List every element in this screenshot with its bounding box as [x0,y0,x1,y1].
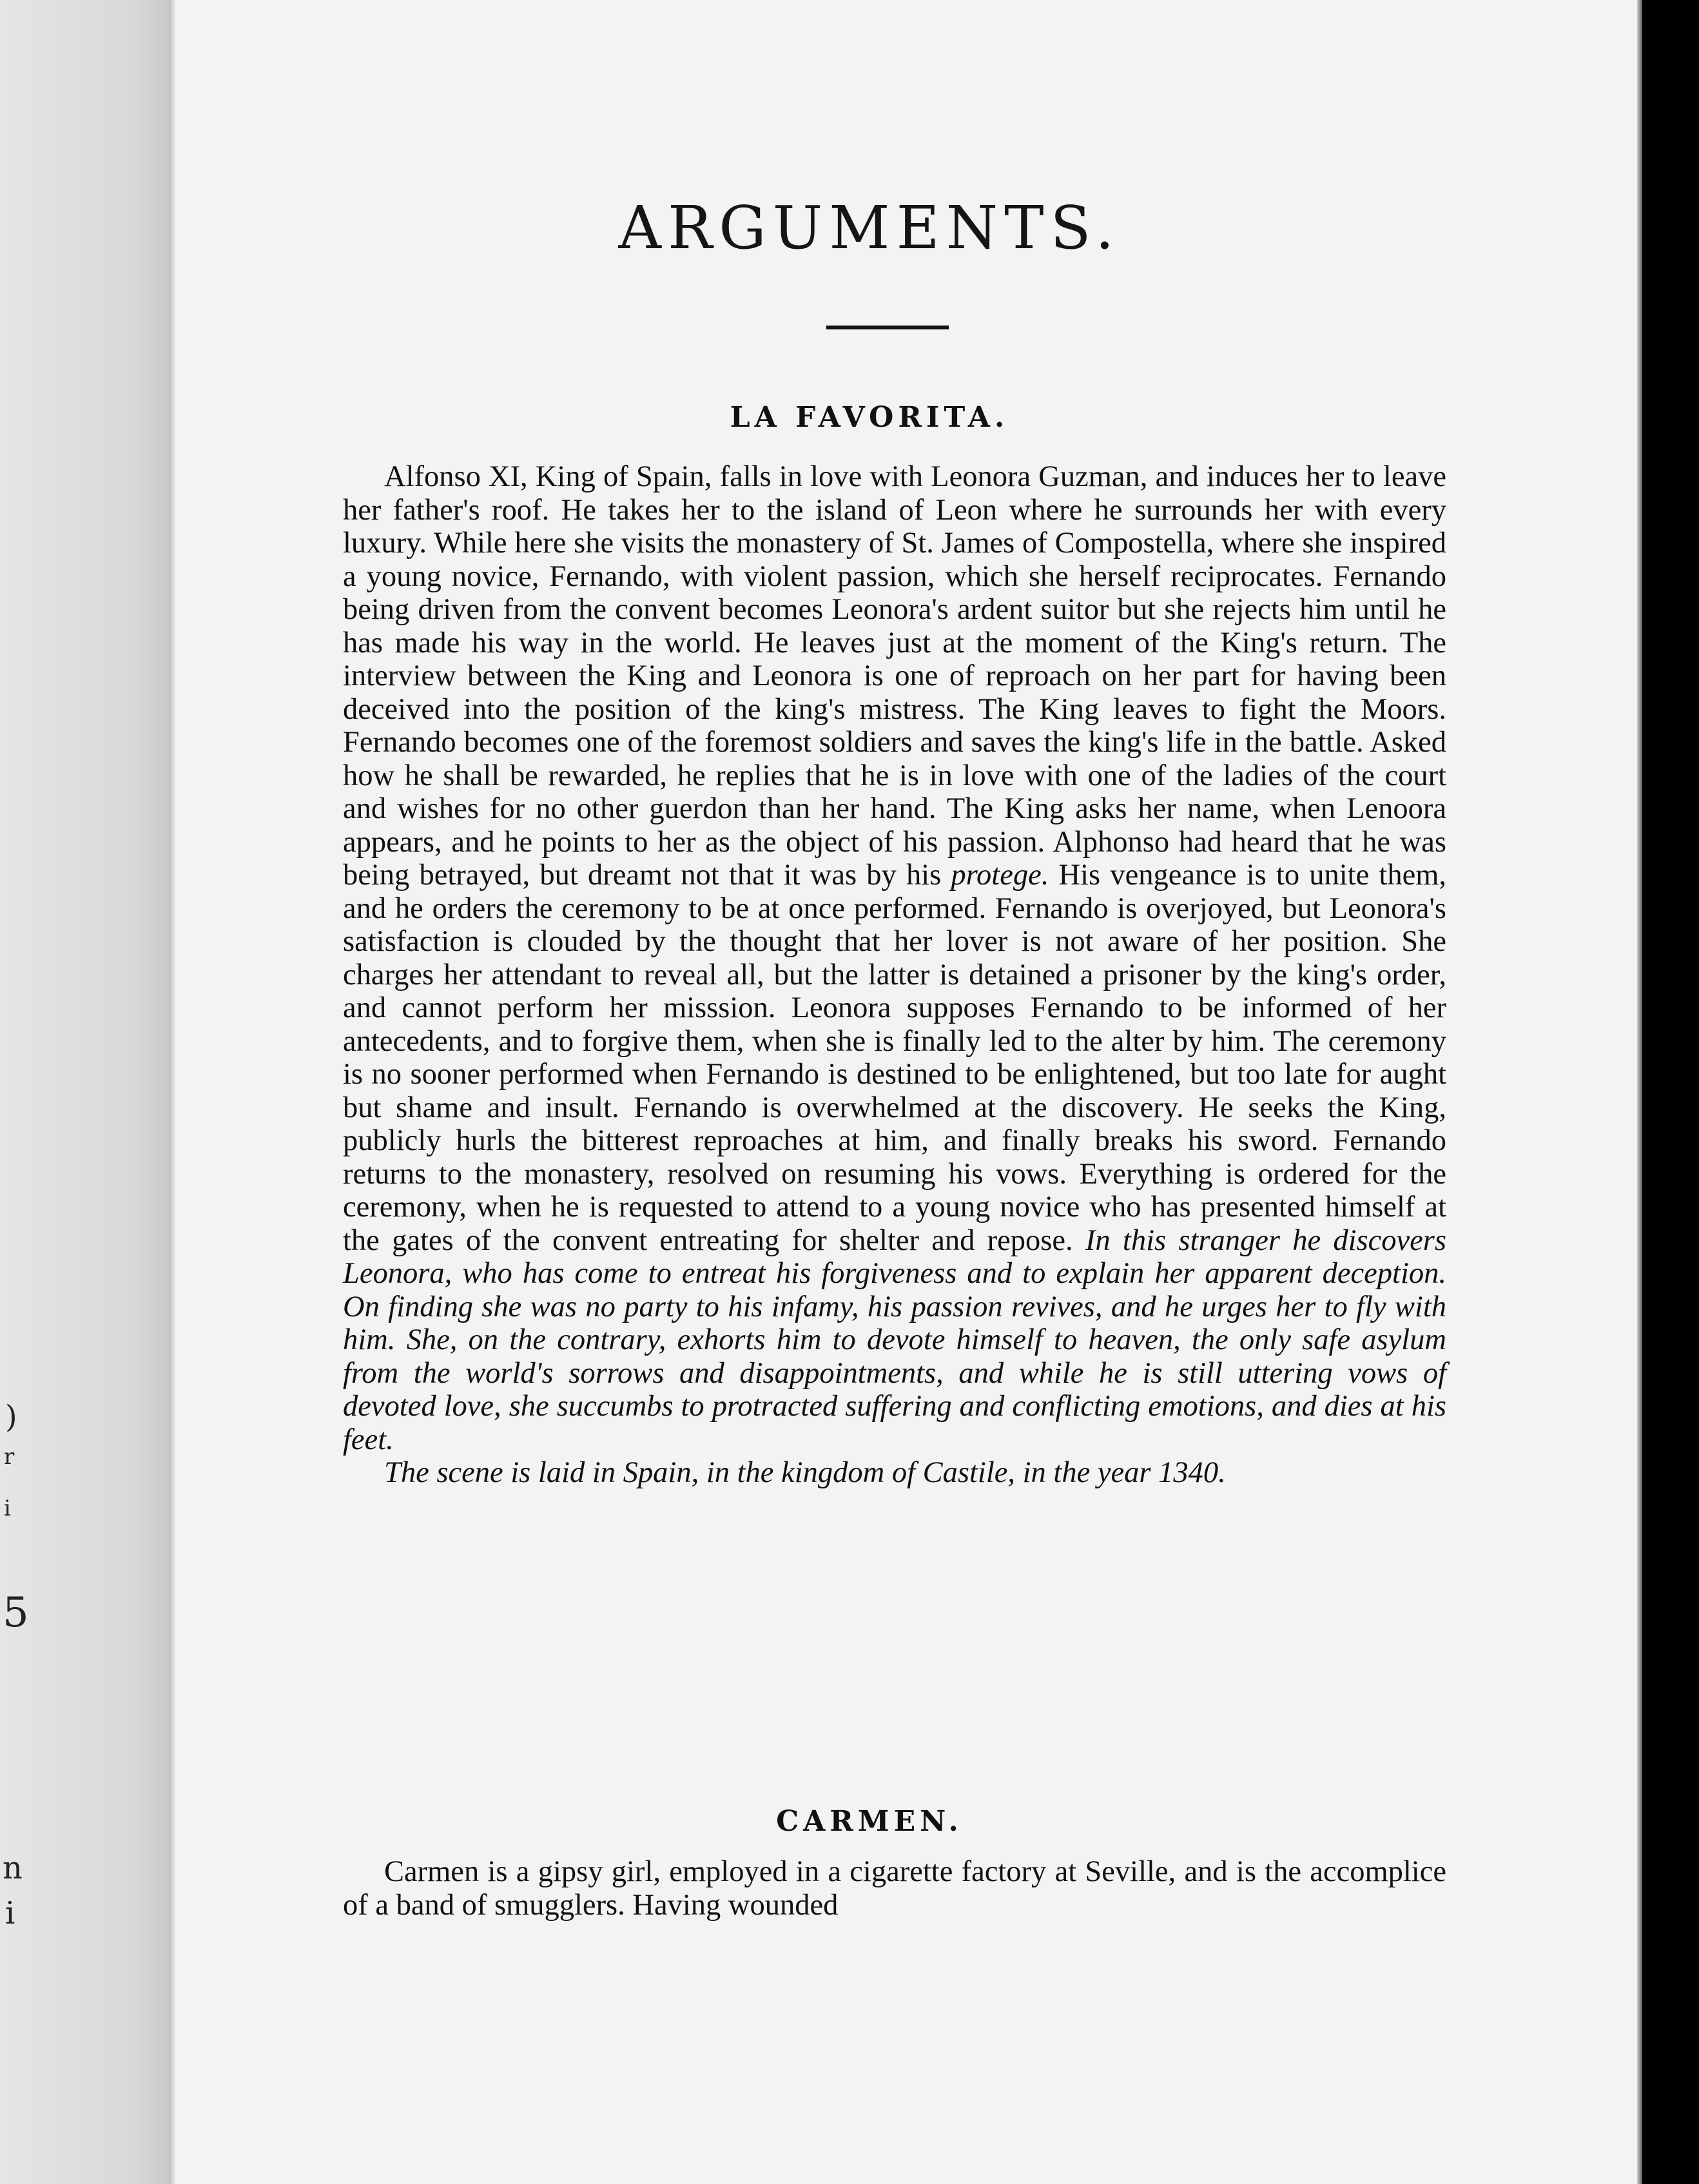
page-gutter [169,0,175,2184]
margin-bleed-char: n [3,1850,23,1886]
paragraph-text: His vengeance is to unite them, and he orders the ceremony to be at once performed. Fernando is overjoyed, but Leonora's satisfaction is clouded by the thought that her lover is not aware of her position. She charges her attendant to reveal all, but the latter is detained a prisoner by the king's order, and cannot perform her misssion. Leonora supposes Fernando to be informed of her antecedents, and to forgive them, when she is finally led to the alter by him. The ceremony is no sooner performed when Fernando is destined to be enlightened, but too late for aught but shame and insult. Fernando is overwhelmed at the discovery. He seeks the King, publicly hurls the bitterest reproaches at him, and finally breaks his sword. Fernando returns to the monastery, resolved on resuming his vows. Everything is ordered for the ceremony, when he is requested to attend to a young novice who has presented himself at the gates of the convent entreating for shelter and repose. [343,859,1447,1257]
page-edge [1637,0,1642,2184]
carmen-argument [343,1855,1446,1922]
margin-bleed-char: i [4,1496,11,1521]
protege-word: protege. [951,859,1049,892]
carmen-paragraph: Carmen is a gipsy girl, employed in a cigarette factory at Seville, and is the accomplice of a band of smugglers. Having wounded [343,1855,1446,1922]
section-heading-carmen: CARMEN. [776,1805,963,1838]
scan-border [1642,0,1699,2184]
margin-bleed-char: 5 [3,1589,29,1637]
italic-ending: In this stranger he discovers Leonora, who has come to entreat his forgiveness and to explain her apparent deception. On finding she was no party to his infamy, his passion revives, and he urges her to fly with him. She, on the contrary, exhorts him to devote himself to heaven, the only safe asylum from the world's sorrows and disappointments, and while he is still uttering vows of devoted love, she succumbs to protracted suffering and conflicting emotions, and dies at his feet. [343,1224,1446,1456]
title-rule [826,326,949,329]
la-favorita-argument [343,460,1446,1490]
section-heading-la-favorita: LA FAVORITA. [730,401,1009,434]
margin-bleed-char: ) [5,1399,17,1435]
la-favorita-paragraph [343,460,1446,1456]
facing-page-strip [0,0,169,2184]
margin-bleed-char: r [4,1444,15,1470]
la-favorita-setting: The scene is laid in Spain, in the kingdom of Castile, in the year 1340. [384,1456,1226,1489]
page-title: ARGUMENTS. [618,193,1121,262]
paragraph-text: Alfonso XI, King of Spain, falls in love with Leonora Guzman, and induces her to leave her father's roof. He takes her to the island of Leon where he surrounds her with every luxury. While here she visits the monastery of St. James of Compostella, where she inspired a young novice, Fernando, with violent passion, which she herself reciprocates. Fernando being driven from the convent becomes Leonora's ardent suitor but she rejects him until he has made his way in the world. He leaves just at the moment of the King's return. The interview between the King and Leonora is one of reproach on her part for having been deceived into the position of the king's mistress. The King leaves to fight the Moors. Fernando becomes one of the foremost soldiers and saves the king's life in the battle. Asked how he shall be rewarded, he replies that he is in love with one of the ladies of the court and wishes for no other guerdon than her hand. The King asks her name, when Lenoora appears, and he points to her as the object of his passion. Alphonso had heard that he was being betrayed, but dreamt not that it was by his [343,460,1446,892]
margin-bleed-char: i [5,1895,15,1931]
